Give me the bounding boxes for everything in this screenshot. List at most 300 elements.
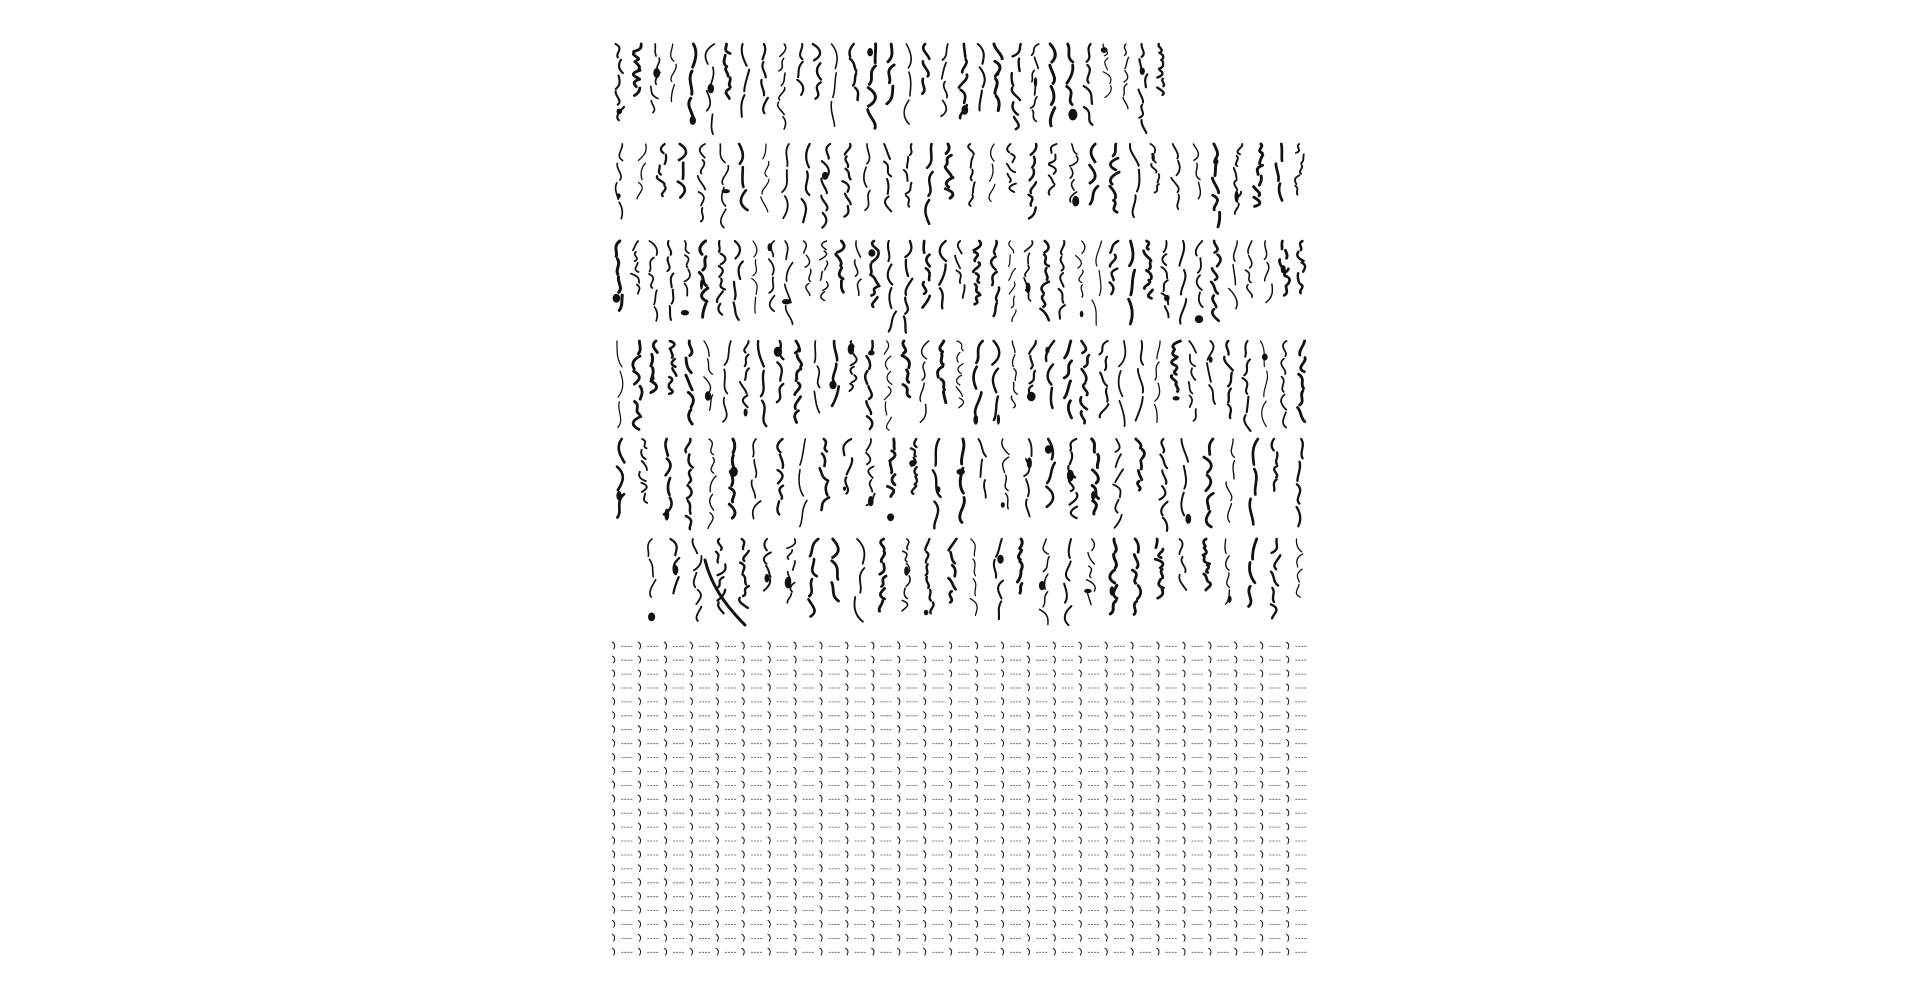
ink-blot (651, 376, 655, 381)
index-glyph (1286, 920, 1289, 927)
index-glyph (690, 934, 693, 941)
index-glyph (1260, 726, 1263, 733)
calligraphy-column (887, 439, 895, 497)
index-glyph (819, 892, 822, 899)
index-glyph (664, 892, 667, 899)
index-glyph (1156, 684, 1159, 691)
index-glyph (1001, 892, 1004, 899)
index-glyph (1208, 851, 1211, 858)
calligraphy-column (925, 539, 933, 613)
calligraphy-column (925, 144, 932, 224)
index-glyph (1027, 837, 1030, 844)
index-glyph (1286, 823, 1289, 830)
index-glyph (1053, 767, 1056, 774)
index-glyph (1260, 920, 1263, 927)
calligraphy-sheet (610, 40, 1310, 970)
index-glyph (664, 726, 667, 733)
index-glyph (871, 767, 874, 774)
index-glyph (612, 823, 615, 830)
ink-blot (690, 116, 696, 125)
index-glyph (1182, 781, 1185, 788)
index-glyph (845, 879, 848, 886)
index-glyph (1182, 892, 1185, 899)
index-glyph (871, 920, 874, 927)
index-glyph (1260, 892, 1263, 899)
calligraphy-column (734, 241, 743, 320)
index-glyph (975, 684, 978, 691)
index-glyph (664, 739, 667, 746)
calligraphy-column (1161, 241, 1168, 317)
index-glyph (1053, 656, 1056, 663)
index-glyph (1105, 809, 1108, 816)
calligraphy-column (1002, 439, 1009, 509)
index-glyph (1079, 684, 1082, 691)
index-glyph (1260, 712, 1263, 719)
index-glyph (690, 809, 693, 816)
index-glyph (716, 698, 719, 705)
index-glyph (1001, 739, 1004, 746)
index-glyph (716, 837, 719, 844)
index-glyph (1156, 879, 1159, 886)
index-glyph (638, 753, 641, 760)
calligraphy-column (809, 539, 819, 617)
index-glyph (845, 823, 848, 830)
index-glyph (1027, 823, 1030, 830)
calligraphy-column (970, 539, 977, 616)
ink-blot (798, 347, 801, 352)
character-index-grid (612, 642, 1307, 955)
index-glyph (690, 795, 693, 802)
index-glyph (1105, 823, 1108, 830)
calligraphy-column (1297, 439, 1303, 526)
index-glyph (1105, 698, 1108, 705)
index-glyph (1234, 934, 1237, 941)
index-glyph (1001, 865, 1004, 872)
index-glyph (742, 837, 745, 844)
index-glyph (949, 934, 952, 941)
ink-blot (1027, 392, 1036, 401)
index-glyph (975, 892, 978, 899)
index-glyph (690, 753, 693, 760)
index-glyph (612, 906, 615, 913)
calligraphy-column (1123, 44, 1128, 109)
index-glyph (949, 879, 952, 886)
calligraphy-column (904, 241, 912, 333)
calligraphy-column (832, 539, 839, 601)
index-glyph (768, 837, 771, 844)
index-glyph (716, 823, 719, 830)
index-glyph (664, 934, 667, 941)
index-glyph (1027, 726, 1030, 733)
index-glyph (1131, 865, 1134, 872)
index-glyph (638, 948, 641, 955)
ink-blot (1045, 347, 1049, 353)
index-glyph (923, 684, 926, 691)
index-glyph (1182, 698, 1185, 705)
index-glyph (1001, 670, 1004, 677)
ink-blot (744, 409, 748, 417)
index-glyph (1286, 879, 1289, 886)
index-glyph (742, 753, 745, 760)
index-glyph (1053, 934, 1056, 941)
index-glyph (923, 865, 926, 872)
index-glyph (923, 670, 926, 677)
calligraphy-column (782, 144, 789, 218)
calligraphy-column (633, 44, 641, 96)
index-glyph (871, 781, 874, 788)
ink-blot (708, 84, 715, 94)
index-glyph (1001, 823, 1004, 830)
calligraphy-column (1155, 539, 1163, 598)
index-glyph (871, 753, 874, 760)
index-glyph (612, 879, 615, 886)
index-glyph (1053, 892, 1056, 899)
index-glyph (1131, 753, 1134, 760)
calligraphy-column (739, 144, 747, 210)
calligraphy-column (974, 341, 983, 414)
index-glyph (819, 823, 822, 830)
index-glyph (1053, 684, 1056, 691)
index-glyph (612, 920, 615, 927)
index-glyph (845, 809, 848, 816)
calligraphy-column (769, 241, 775, 311)
index-glyph (1260, 781, 1263, 788)
index-glyph (664, 656, 667, 663)
index-glyph (845, 920, 848, 927)
ink-blot (843, 487, 846, 491)
ink-blot (829, 381, 836, 390)
index-glyph (742, 920, 745, 927)
index-glyph (871, 795, 874, 802)
index-glyph (1234, 837, 1237, 844)
calligraphy-column (1211, 241, 1220, 321)
calligraphy-column (1160, 439, 1168, 531)
ink-blot (1039, 581, 1045, 590)
calligraphy-band (616, 44, 1165, 134)
calligraphy-column (778, 44, 786, 129)
index-glyph (819, 781, 822, 788)
calligraphy-column (804, 241, 812, 296)
calligraphy-column (956, 341, 963, 408)
calligraphy-column (920, 341, 929, 422)
index-glyph (768, 753, 771, 760)
calligraphy-column (973, 241, 981, 304)
calligraphy-column (1136, 439, 1145, 490)
ink-blot (700, 280, 703, 290)
index-glyph (1286, 656, 1289, 663)
calligraphy-column (1171, 144, 1180, 209)
index-glyph (1079, 809, 1082, 816)
index-glyph (975, 934, 978, 941)
index-glyph (742, 656, 745, 663)
index-glyph (612, 670, 615, 677)
index-glyph (1027, 684, 1030, 691)
ink-blot (1195, 315, 1203, 323)
index-glyph (1105, 670, 1108, 677)
ink-blot (936, 486, 940, 492)
index-glyph (716, 920, 719, 927)
index-glyph (845, 892, 848, 899)
index-glyph (1079, 837, 1082, 844)
index-glyph (1131, 684, 1134, 691)
calligraphy-column (708, 439, 716, 529)
index-glyph (742, 739, 745, 746)
index-glyph (871, 948, 874, 955)
calligraphy-column (1059, 241, 1065, 319)
calligraphy-column (836, 241, 844, 292)
index-glyph (975, 795, 978, 802)
calligraphy-column (1084, 44, 1093, 125)
index-glyph (1105, 739, 1108, 746)
index-glyph (975, 906, 978, 913)
index-glyph (1260, 837, 1263, 844)
index-glyph (1208, 656, 1211, 663)
index-glyph (1208, 837, 1211, 844)
calligraphy-column (1110, 144, 1119, 212)
index-glyph (742, 726, 745, 733)
index-glyph (1105, 684, 1108, 691)
index-glyph (949, 684, 952, 691)
ink-blot (957, 469, 965, 475)
calligraphy-column (651, 44, 660, 113)
index-glyph (690, 879, 693, 886)
index-glyph (664, 781, 667, 788)
calligraphy-column (1203, 539, 1211, 590)
index-glyph (897, 823, 900, 830)
calligraphy-column (1226, 439, 1234, 522)
calligraphy-column (989, 144, 995, 201)
index-glyph (664, 837, 667, 844)
calligraphy-column (978, 439, 986, 498)
index-glyph (1260, 948, 1263, 955)
ink-blot (768, 243, 773, 251)
calligraphy-column (820, 439, 829, 510)
index-glyph (897, 698, 900, 705)
calligraphy-column (617, 341, 623, 427)
calligraphy-column (657, 144, 666, 196)
index-glyph (897, 656, 900, 663)
calligraphy-column (1254, 144, 1263, 206)
index-glyph (975, 865, 978, 872)
index-glyph (1208, 795, 1211, 802)
index-glyph (1156, 753, 1159, 760)
ink-blot (730, 467, 738, 477)
index-glyph (768, 934, 771, 941)
index-glyph (1234, 726, 1237, 733)
calligraphy-column (689, 44, 696, 121)
index-glyph (897, 865, 900, 872)
calligraphy-column (864, 144, 870, 210)
index-glyph (949, 920, 952, 927)
index-glyph (794, 892, 797, 899)
calligraphy-column (699, 241, 708, 317)
calligraphy-column (923, 241, 930, 308)
calligraphy-column (1297, 241, 1305, 293)
calligraphy-column (799, 439, 807, 527)
index-glyph (923, 906, 926, 913)
index-glyph (768, 865, 771, 872)
index-glyph (1234, 767, 1237, 774)
index-glyph (871, 739, 874, 746)
index-glyph (1234, 739, 1237, 746)
calligraphy-column (1196, 241, 1203, 307)
calligraphy-column (685, 439, 692, 529)
index-glyph (1001, 656, 1004, 663)
index-glyph (716, 781, 719, 788)
index-glyph (1208, 934, 1211, 941)
calligraphy-column (1212, 144, 1219, 227)
index-glyph (768, 920, 771, 927)
calligraphy-column (814, 341, 819, 413)
calligraphy-column (1090, 144, 1098, 204)
ink-blot (1080, 311, 1084, 318)
calligraphy-band (616, 144, 1304, 228)
calligraphy-column (1110, 241, 1119, 294)
calligraphy-column (888, 241, 896, 332)
index-glyph (1001, 767, 1004, 774)
index-glyph (664, 879, 667, 886)
index-glyph (1260, 767, 1263, 774)
index-glyph (612, 684, 615, 691)
index-glyph (638, 823, 641, 830)
index-glyph (690, 767, 693, 774)
calligraphy-column (1064, 539, 1071, 625)
ink-blot (997, 555, 1003, 564)
index-glyph (612, 934, 615, 941)
index-glyph (1156, 851, 1159, 858)
index-glyph (742, 670, 745, 677)
ink-blot (1262, 354, 1268, 361)
index-glyph (664, 642, 667, 649)
index-glyph (1234, 656, 1237, 663)
index-glyph (1234, 892, 1237, 899)
index-glyph (1260, 642, 1263, 649)
index-glyph (1105, 642, 1108, 649)
index-glyph (794, 879, 797, 886)
ink-blot (785, 577, 792, 589)
index-glyph (638, 920, 641, 927)
index-glyph (768, 809, 771, 816)
ink-blot (1084, 589, 1092, 593)
ink-blot (1072, 196, 1079, 207)
index-glyph (1053, 809, 1056, 816)
calligraphy-band (613, 241, 1306, 333)
index-glyph (1156, 726, 1159, 733)
index-glyph (1079, 865, 1082, 872)
index-glyph (871, 684, 874, 691)
calligraphy-column (1113, 439, 1123, 528)
calligraphy-column (1295, 144, 1304, 195)
index-glyph (1105, 934, 1108, 941)
index-glyph (1286, 753, 1289, 760)
index-glyph (1131, 670, 1134, 677)
calligraphy-column (1264, 241, 1272, 303)
index-glyph (1208, 726, 1211, 733)
calligraphy-column (639, 439, 647, 503)
calligraphy-column (720, 144, 728, 228)
index-glyph (1156, 934, 1159, 941)
index-glyph (1260, 823, 1263, 830)
calligraphy-column (649, 241, 657, 321)
ink-blot (1235, 191, 1239, 203)
index-glyph (794, 934, 797, 941)
index-glyph (794, 642, 797, 649)
index-glyph (664, 712, 667, 719)
index-glyph (638, 726, 641, 733)
index-glyph (664, 684, 667, 691)
ink-blot (1228, 596, 1232, 603)
index-glyph (716, 767, 719, 774)
index-glyph (819, 753, 822, 760)
index-glyph (1105, 851, 1108, 858)
ink-blot (1034, 77, 1037, 87)
index-glyph (1286, 934, 1289, 941)
index-glyph (638, 767, 641, 774)
index-glyph (1027, 767, 1030, 774)
calligraphy-column (795, 341, 802, 423)
index-glyph (690, 684, 693, 691)
index-glyph (690, 920, 693, 927)
calligraphy-column (1179, 539, 1186, 590)
ink-blot (1164, 295, 1170, 302)
calligraphy-column (761, 44, 768, 113)
calligraphy-column (855, 241, 862, 295)
calligraphy-column (991, 241, 999, 316)
index-glyph (768, 948, 771, 955)
index-glyph (1234, 906, 1237, 913)
ink-blot (1101, 47, 1108, 53)
index-glyph (794, 795, 797, 802)
index-glyph (819, 767, 822, 774)
calligraphy-column (1193, 144, 1200, 199)
index-glyph (845, 906, 848, 913)
index-glyph (742, 865, 745, 872)
index-glyph (897, 837, 900, 844)
index-glyph (871, 906, 874, 913)
index-glyph (1027, 948, 1030, 955)
index-glyph (1027, 906, 1030, 913)
index-glyph (1208, 823, 1211, 830)
calligraphy-column (1050, 44, 1055, 126)
index-glyph (845, 670, 848, 677)
index-glyph (975, 670, 978, 677)
index-glyph (742, 906, 745, 913)
index-glyph (1182, 934, 1185, 941)
index-glyph (897, 739, 900, 746)
index-glyph (1079, 767, 1082, 774)
ink-blot (782, 299, 791, 304)
index-glyph (1053, 712, 1056, 719)
index-glyph (1234, 698, 1237, 705)
index-glyph (1234, 670, 1237, 677)
ink-blot (887, 513, 894, 521)
index-glyph (1156, 642, 1159, 649)
calligraphy-column (785, 241, 793, 324)
index-glyph (690, 851, 693, 858)
index-glyph (1001, 712, 1004, 719)
index-glyph (1053, 642, 1056, 649)
index-glyph (949, 767, 952, 774)
calligraphy-column (1296, 539, 1302, 597)
calligraphy-column (1139, 44, 1148, 133)
index-glyph (949, 698, 952, 705)
index-glyph (1001, 920, 1004, 927)
index-glyph (1079, 753, 1082, 760)
calligraphy-column (752, 439, 761, 519)
index-glyph (1156, 712, 1159, 719)
index-glyph (949, 837, 952, 844)
calligraphy-column (1298, 341, 1306, 422)
